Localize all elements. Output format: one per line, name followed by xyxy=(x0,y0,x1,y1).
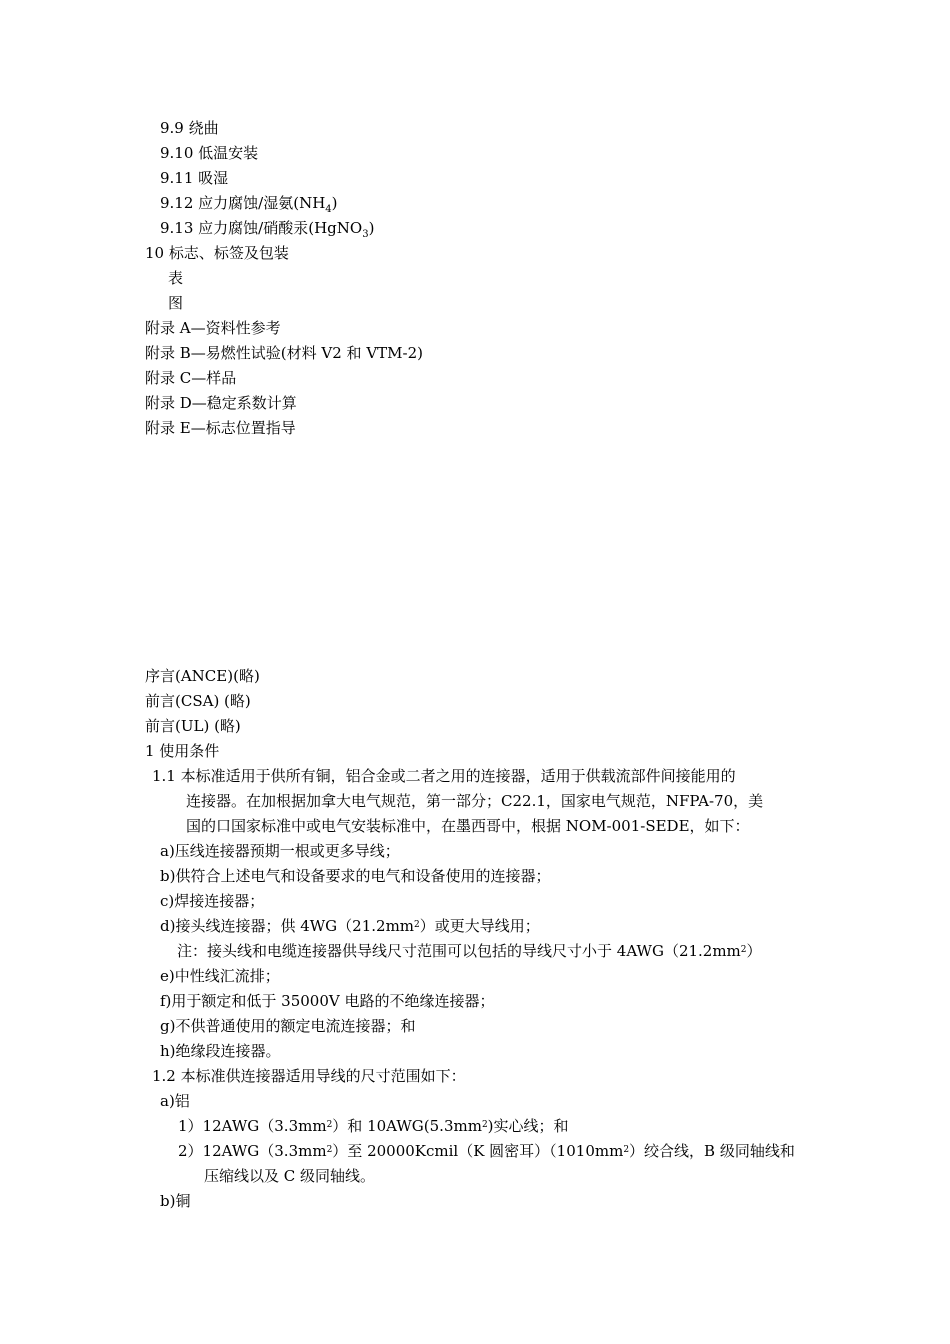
subscript: 3 xyxy=(362,229,369,240)
toc-appendix-d: 附录 D—稳定系数计算 xyxy=(145,394,297,412)
list-item-d-end: ）或更大导线用； xyxy=(419,917,540,935)
note-end: ） xyxy=(746,942,762,960)
list-item-a: a)压线连接器预期一根或更多导线； xyxy=(160,842,400,860)
list-item-d xyxy=(160,916,540,936)
toc-appendix-b: 附录 B—易燃性试验(材料 V2 和 VTM-2) xyxy=(145,344,423,362)
list-item-d-text: d)接头线连接器；供 4WG（21.2mm xyxy=(160,917,415,935)
preface-ance: 序言(ANCE)(略) xyxy=(145,667,260,685)
list-item-g: g)不供普通使用的额定电流连接器；和 xyxy=(160,1017,416,1035)
toc-item-tables: 表 xyxy=(168,269,184,287)
superscript: 2 xyxy=(481,1120,488,1130)
section-heading: 1 使用条件 xyxy=(145,742,220,760)
superscript: 2 xyxy=(326,1120,333,1130)
preface-ul: 前言(UL) (略) xyxy=(145,717,241,735)
aluminum-item-1-mid: ）和 10AWG(5.3mm xyxy=(332,1117,482,1135)
toc-item-9-13 xyxy=(160,218,374,238)
note-text: 注：接头线和电缆连接器供导线尺寸范围可以包括的导线尺寸小于 4AWG（21.2mm xyxy=(177,942,741,960)
list-item-copper: b)铜 xyxy=(160,1192,191,1210)
toc-item-9-12 xyxy=(160,193,338,213)
toc-appendix-e: 附录 E—标志位置指导 xyxy=(145,419,296,437)
toc-item-9-13-end: ) xyxy=(368,219,375,237)
aluminum-item-1 xyxy=(178,1116,569,1136)
toc-item-9-12-text: 9.12 应力腐蚀/湿氨(NH xyxy=(160,194,326,212)
aluminum-item-2-mid: ）至 20000Kcmil（K 圆密耳）（1010mm xyxy=(332,1142,624,1160)
aluminum-item-2-text: 2）12AWG（3.3mm xyxy=(178,1142,327,1160)
list-item-h: h)绝缘段连接器。 xyxy=(160,1042,281,1060)
toc-appendix-a: 附录 A—资料性参考 xyxy=(145,319,281,337)
toc-item-figures: 图 xyxy=(168,294,184,312)
subscript: 4 xyxy=(325,204,332,215)
toc-appendix-c: 附录 C—样品 xyxy=(145,369,237,387)
superscript: 2 xyxy=(326,1145,333,1155)
clause-1-1-line-3: 国的口国家标准中或电气安装标准中，在墨西哥中，根据 NOM-001-SEDE，如下： xyxy=(186,817,750,835)
toc-item-9-13-text: 9.13 应力腐蚀/硝酸汞(HgNO xyxy=(160,219,363,237)
list-item-f: f)用于额定和低于 35000V 电路的不绝缘连接器； xyxy=(160,992,495,1010)
superscript: 2 xyxy=(740,945,747,955)
list-item-c: c)焊接连接器； xyxy=(160,892,265,910)
list-item-b: b)供符合上述电气和设备要求的电气和设备使用的连接器； xyxy=(160,867,551,885)
list-item-aluminum: a)铝 xyxy=(160,1092,190,1110)
aluminum-item-2-continued: 压缩线以及 C 级同轴线。 xyxy=(204,1167,376,1185)
note xyxy=(177,941,762,961)
toc-item-9-10: 9.10 低温安装 xyxy=(160,144,259,162)
superscript: 2 xyxy=(623,1145,630,1155)
toc-item-9-9: 9.9 绕曲 xyxy=(160,119,219,137)
list-item-e: e)中性线汇流排； xyxy=(160,967,280,985)
aluminum-item-2-end: ）绞合线，B 级同轴线和 xyxy=(629,1142,795,1160)
toc-item-9-12-end: ) xyxy=(331,194,338,212)
toc-item-10: 10 标志、标签及包装 xyxy=(145,244,289,262)
aluminum-item-1-text: 1）12AWG（3.3mm xyxy=(178,1117,327,1135)
clause-1-1-line-1: 1.1 本标准适用于供所有铜，铝合金或二者之用的连接器，适用于供载流部件间接能用的 xyxy=(152,767,736,785)
superscript: 2 xyxy=(414,920,420,930)
preface-csa: 前言(CSA) (略) xyxy=(145,692,251,710)
aluminum-item-1-end: )实心线；和 xyxy=(487,1117,569,1135)
clause-1-2: 1.2 本标准供连接器适用导线的尺寸范围如下： xyxy=(152,1067,466,1085)
toc-item-9-11: 9.11 吸湿 xyxy=(160,169,229,187)
aluminum-item-2 xyxy=(178,1141,795,1161)
clause-1-1-line-2: 连接器。在加根据加拿大电气规范，第一部分；C22.1，国家电气规范，NFPA-70，美 xyxy=(186,792,764,810)
